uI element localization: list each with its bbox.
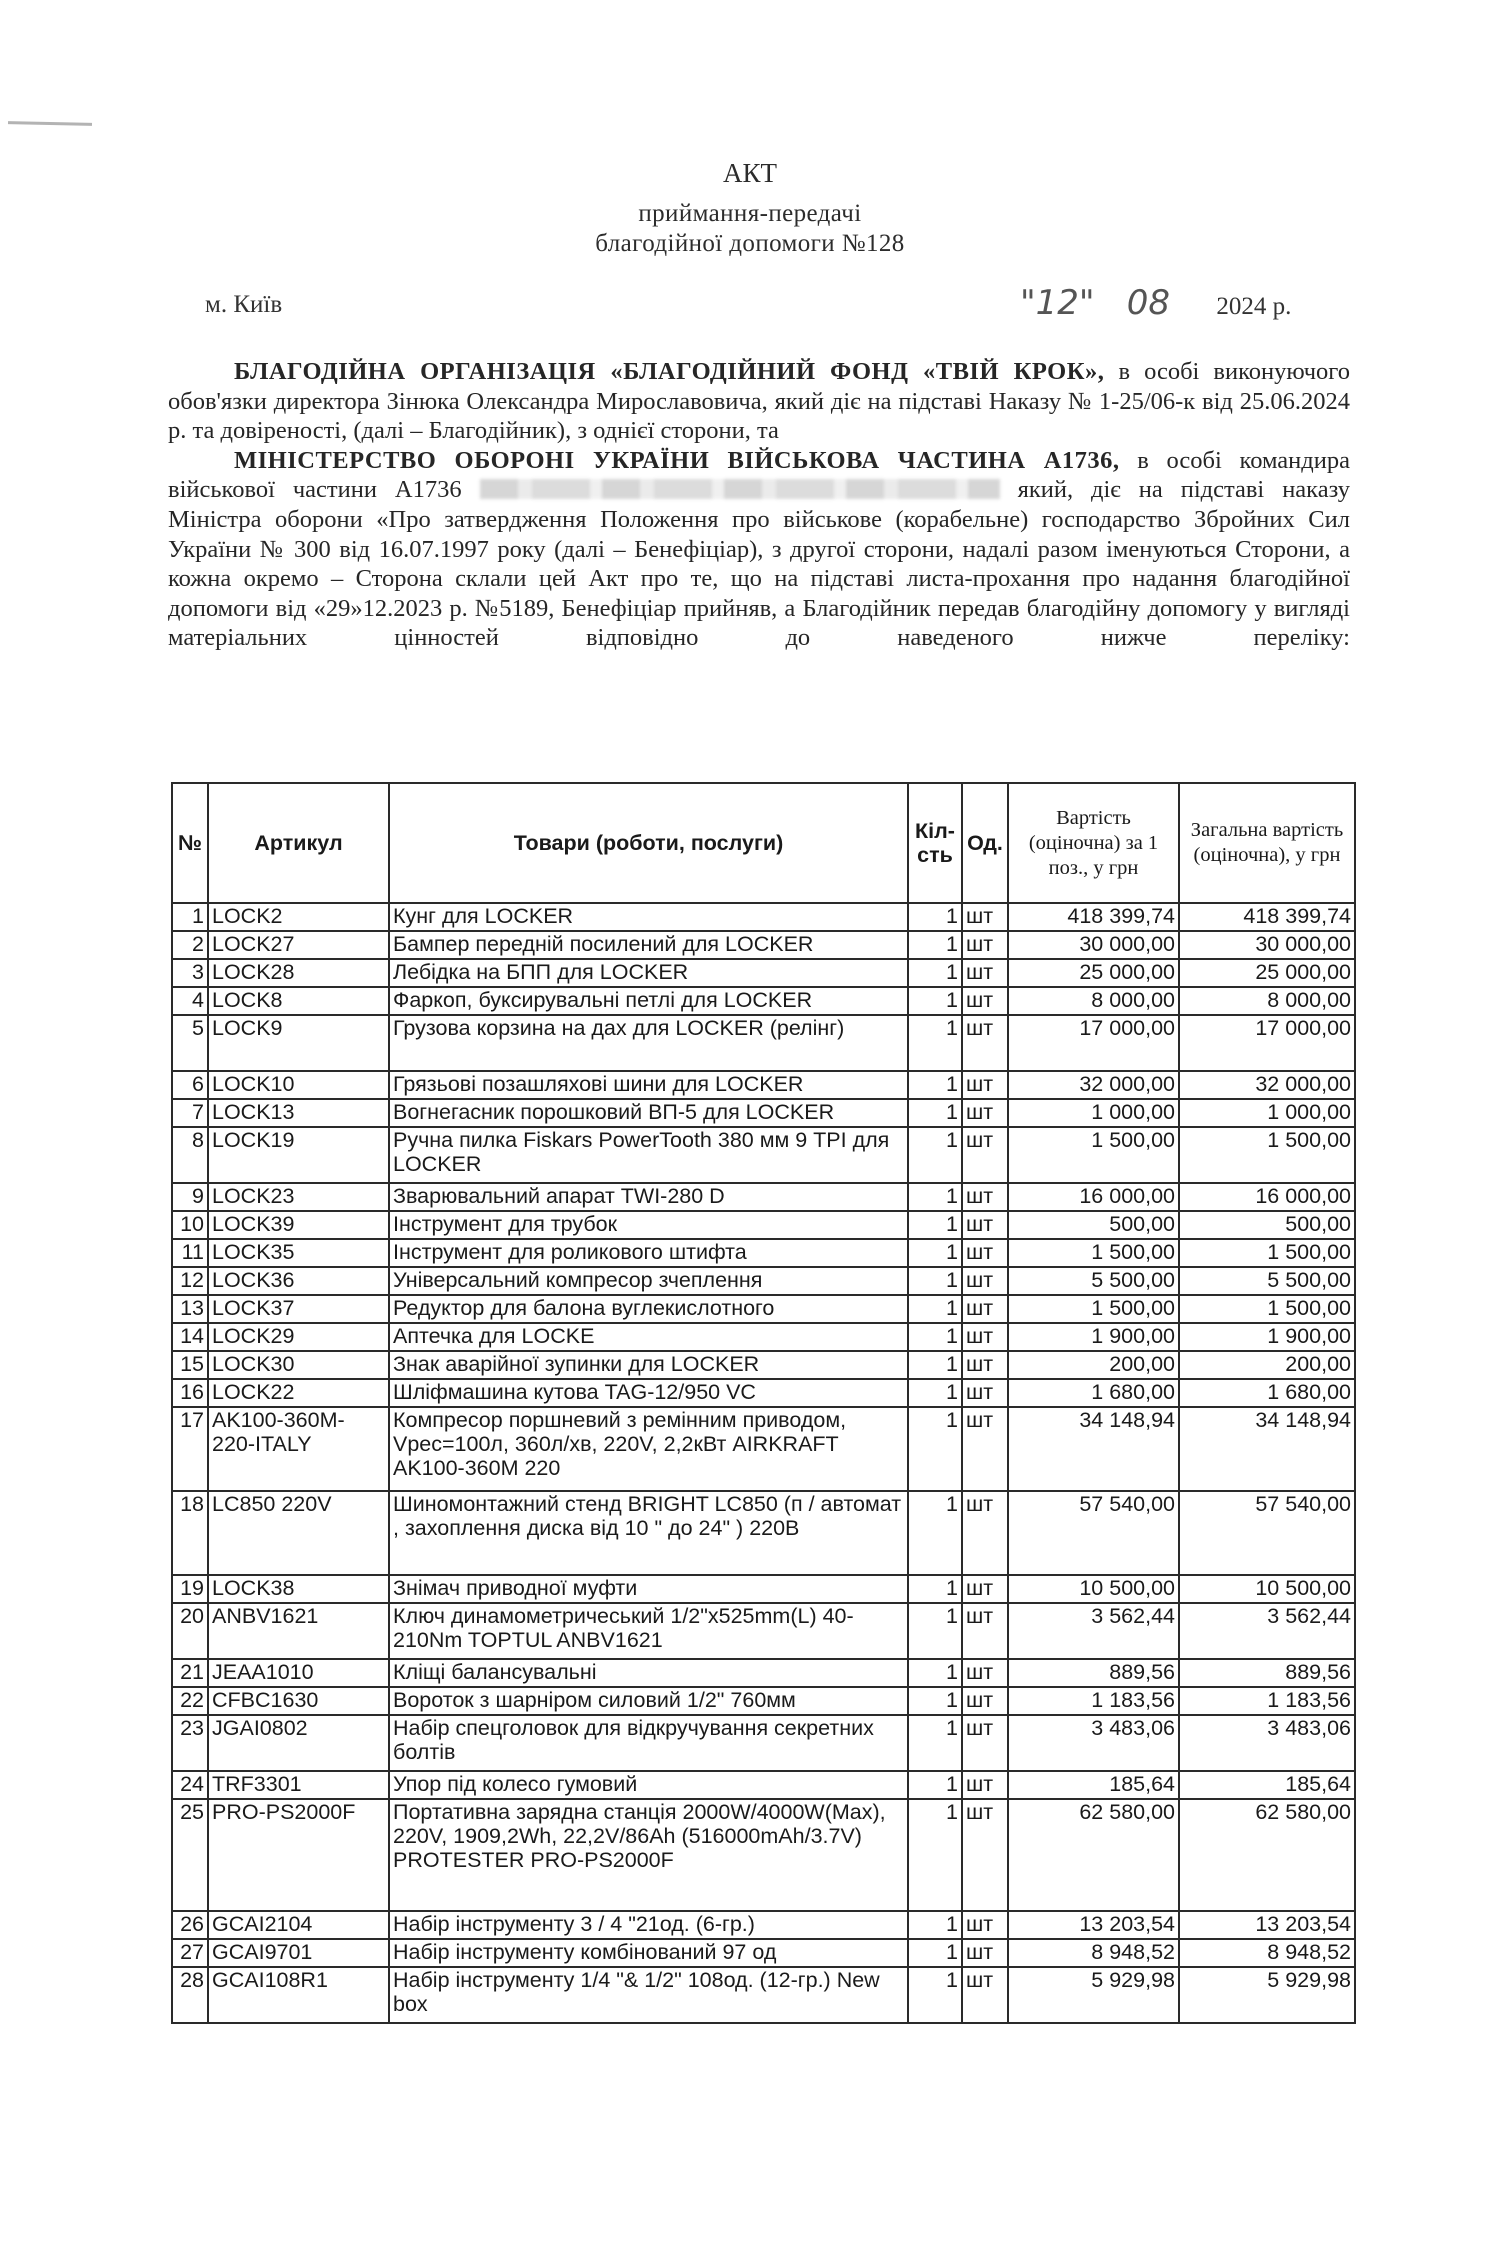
row-no: 14	[172, 1323, 208, 1351]
row-goods: Лебідка на БПП для LOCKER	[389, 959, 908, 987]
row-no: 4	[172, 987, 208, 1015]
row-unit: шт	[962, 1659, 1008, 1687]
row-goods: Набір інструменту 3 / 4 "21од. (6-гр.)	[389, 1911, 908, 1939]
row-no: 23	[172, 1715, 208, 1771]
row-unit: шт	[962, 1071, 1008, 1099]
row-unit: шт	[962, 1575, 1008, 1603]
table-row	[172, 931, 1355, 959]
row-price: 62 580,00	[1008, 1799, 1179, 1911]
table-row	[172, 1211, 1355, 1239]
row-price: 1 000,00	[1008, 1099, 1179, 1127]
row-price: 13 203,54	[1008, 1911, 1179, 1939]
row-unit: шт	[962, 1799, 1008, 1911]
row-unit: шт	[962, 1939, 1008, 1967]
row-unit: шт	[962, 1967, 1008, 2023]
row-no: 2	[172, 931, 208, 959]
row-unit: шт	[962, 1183, 1008, 1211]
row-goods: Вороток з шарніром силовий 1/2" 760мм	[389, 1687, 908, 1715]
col-price: Вартість (оціночна) за 1 поз., у грн	[1008, 783, 1179, 903]
table-row	[172, 1071, 1355, 1099]
row-qty: 1	[908, 1771, 962, 1799]
row-price: 5 500,00	[1008, 1267, 1179, 1295]
row-article: LOCK8	[208, 987, 389, 1015]
row-article: CFBC1630	[208, 1687, 389, 1715]
row-qty: 1	[908, 1687, 962, 1715]
row-qty: 1	[908, 1967, 962, 2023]
row-price: 1 680,00	[1008, 1379, 1179, 1407]
row-total: 32 000,00	[1179, 1071, 1355, 1099]
row-unit: шт	[962, 1771, 1008, 1799]
row-total: 200,00	[1179, 1351, 1355, 1379]
row-unit: шт	[962, 1267, 1008, 1295]
row-qty: 1	[908, 1267, 962, 1295]
row-price: 57 540,00	[1008, 1491, 1179, 1575]
row-total: 1 183,56	[1179, 1687, 1355, 1715]
row-price: 3 483,06	[1008, 1715, 1179, 1771]
row-total: 8 000,00	[1179, 987, 1355, 1015]
row-price: 500,00	[1008, 1211, 1179, 1239]
table-row	[172, 1603, 1355, 1659]
table-row	[172, 1295, 1355, 1323]
row-goods: Редуктор для балона вуглекислотного	[389, 1295, 908, 1323]
row-qty: 1	[908, 1099, 962, 1127]
row-unit: шт	[962, 1015, 1008, 1071]
row-no: 9	[172, 1183, 208, 1211]
document-subtitle: приймання-передачі	[638, 200, 862, 227]
row-goods: Вогнегасник порошковий ВП-5 для LOCKER	[389, 1099, 908, 1127]
row-goods: Набір інструменту 1/4 "& 1/2" 108од. (12-гр.) New box	[389, 1967, 908, 2023]
table-row	[172, 1967, 1355, 2023]
row-unit: шт	[962, 1211, 1008, 1239]
row-qty: 1	[908, 1351, 962, 1379]
row-qty: 1	[908, 931, 962, 959]
row-no: 25	[172, 1799, 208, 1911]
row-qty: 1	[908, 1183, 962, 1211]
row-goods: Шліфмашина кутова TAG-12/950 VC	[389, 1379, 908, 1407]
row-no: 12	[172, 1267, 208, 1295]
row-unit: шт	[962, 1715, 1008, 1771]
row-unit: шт	[962, 1295, 1008, 1323]
document-number: благодійної допомоги №128	[595, 230, 905, 257]
row-qty: 1	[908, 1799, 962, 1911]
row-unit: шт	[962, 1911, 1008, 1939]
row-price: 1 900,00	[1008, 1323, 1179, 1351]
row-goods: Аптечка для LOCKE	[389, 1323, 908, 1351]
row-qty: 1	[908, 1603, 962, 1659]
row-goods: Знак аварійної зупинки для LOCKER	[389, 1351, 908, 1379]
table-row	[172, 987, 1355, 1015]
row-no: 7	[172, 1099, 208, 1127]
row-goods: Ручна пилка Fiskars PowerTooth 380 мм 9 TPI для LOCKER	[389, 1127, 908, 1183]
row-article: JGAI0802	[208, 1715, 389, 1771]
row-total: 889,56	[1179, 1659, 1355, 1687]
table-row	[172, 1267, 1355, 1295]
row-article: LOCK22	[208, 1379, 389, 1407]
row-unit: шт	[962, 959, 1008, 987]
row-no: 22	[172, 1687, 208, 1715]
row-article: LOCK28	[208, 959, 389, 987]
row-total: 418 399,74	[1179, 903, 1355, 931]
row-goods: Портативна зарядна станція 2000W/4000W(Max), 220V, 1909,2Wh, 22,2V/86Ah (516000mAh/3.7V) PROTESTER PRO-PS2000F	[389, 1799, 908, 1911]
row-goods: Компресор поршневий з ремінним приводом, Vpec=100л, 360л/хв, 220V, 2,2кВт AIRKRAFT AK100-360M 220	[389, 1407, 908, 1491]
row-price: 185,64	[1008, 1771, 1179, 1799]
row-unit: шт	[962, 1491, 1008, 1575]
row-qty: 1	[908, 1239, 962, 1267]
row-goods: Ключ динамометричеський 1/2"x525mm(L) 40-210Nm TOPTUL ANBV1621	[389, 1603, 908, 1659]
row-price: 1 500,00	[1008, 1127, 1179, 1183]
row-unit: шт	[962, 903, 1008, 931]
row-unit: шт	[962, 987, 1008, 1015]
row-goods: Інструмент для роликового штифта	[389, 1239, 908, 1267]
row-total: 1 500,00	[1179, 1127, 1355, 1183]
row-unit: шт	[962, 1127, 1008, 1183]
place: м. Київ	[205, 291, 283, 318]
row-price: 16 000,00	[1008, 1183, 1179, 1211]
row-price: 32 000,00	[1008, 1071, 1179, 1099]
col-qty: Кіл-сть	[908, 783, 962, 903]
row-article: LOCK23	[208, 1183, 389, 1211]
row-goods: Фаркоп, буксирувальні петлі для LOCKER	[389, 987, 908, 1015]
row-no: 15	[172, 1351, 208, 1379]
row-article: LOCK35	[208, 1239, 389, 1267]
row-article: PRO-PS2000F	[208, 1799, 389, 1911]
row-total: 34 148,94	[1179, 1407, 1355, 1491]
row-article: LC850 220V	[208, 1491, 389, 1575]
paragraph-beneficiary	[168, 446, 1350, 653]
row-article: JEAA1010	[208, 1659, 389, 1687]
table-row	[172, 1799, 1355, 1911]
row-no: 20	[172, 1603, 208, 1659]
table-row	[172, 1715, 1355, 1771]
row-price: 25 000,00	[1008, 959, 1179, 987]
table-row	[172, 1183, 1355, 1211]
table-body	[172, 903, 1355, 2023]
row-price: 5 929,98	[1008, 1967, 1179, 2023]
row-unit: шт	[962, 1323, 1008, 1351]
table-header-row	[172, 783, 1355, 903]
row-qty: 1	[908, 959, 962, 987]
col-total: Загальна вартість (оціночна), у грн	[1179, 783, 1355, 903]
row-qty: 1	[908, 1491, 962, 1575]
row-total: 5 929,98	[1179, 1967, 1355, 2023]
act-body	[168, 357, 1350, 653]
row-article: ANBV1621	[208, 1603, 389, 1659]
row-qty: 1	[908, 1911, 962, 1939]
row-total: 30 000,00	[1179, 931, 1355, 959]
row-goods: Набір інструменту комбінований 97 од	[389, 1939, 908, 1967]
donor-text: в особі виконуючого обов'язки директора Зінюка Олександра Мирославовича, який діє на підставі Наказу № 1-25/06-к від 25.06.2024 р. та довіреності, (далі – Благодійник), з однієї сторони, та	[168, 358, 1350, 445]
row-price: 3 562,44	[1008, 1603, 1179, 1659]
row-goods: Шиномонтажний стенд BRIGHT LC850 (п / автомат , захоплення диска від 10 " до 24" ) 220В	[389, 1491, 908, 1575]
row-goods: Грузова корзина на дах для LOCKER (релінг)	[389, 1015, 908, 1071]
row-unit: шт	[962, 1351, 1008, 1379]
row-article: GCAI2104	[208, 1911, 389, 1939]
row-total: 1 500,00	[1179, 1239, 1355, 1267]
row-qty: 1	[908, 1015, 962, 1071]
row-total: 1 000,00	[1179, 1099, 1355, 1127]
row-unit: шт	[962, 1239, 1008, 1267]
row-total: 8 948,52	[1179, 1939, 1355, 1967]
row-article: GCAI9701	[208, 1939, 389, 1967]
row-article: LOCK13	[208, 1099, 389, 1127]
document-title: АКТ	[723, 158, 777, 188]
row-total: 1 900,00	[1179, 1323, 1355, 1351]
row-qty: 1	[908, 1323, 962, 1351]
row-unit: шт	[962, 1379, 1008, 1407]
row-price: 1 183,56	[1008, 1687, 1179, 1715]
date	[1020, 283, 1291, 323]
row-article: LOCK37	[208, 1295, 389, 1323]
row-goods: Універсальний компресор зчеплення	[389, 1267, 908, 1295]
table-row	[172, 1939, 1355, 1967]
row-article: AK100-360M-220-ITALY	[208, 1407, 389, 1491]
table-row	[172, 1659, 1355, 1687]
table-row	[172, 1099, 1355, 1127]
row-total: 5 500,00	[1179, 1267, 1355, 1295]
beneficiary-text-a: в особі командира військової частини А1736	[168, 446, 1350, 504]
row-article: LOCK19	[208, 1127, 389, 1183]
row-no: 5	[172, 1015, 208, 1071]
row-goods: Упор під колесо гумовий	[389, 1771, 908, 1799]
row-qty: 1	[908, 1575, 962, 1603]
row-total: 3 562,44	[1179, 1603, 1355, 1659]
table-row	[172, 1407, 1355, 1491]
row-no: 6	[172, 1071, 208, 1099]
row-no: 1	[172, 903, 208, 931]
row-no: 13	[172, 1295, 208, 1323]
row-qty: 1	[908, 903, 962, 931]
table-row	[172, 1491, 1355, 1575]
beneficiary-name: МІНІСТЕРСТВО ОБОРОНІ УКРАЇНИ ВІЙСЬКОВА ЧАСТИНА А1736,	[234, 446, 1120, 474]
beneficiary-text-b: який, діє на підставі наказу Міністра оборони «Про затвердження Положення про військове (корабельне) господарство Збройних Сил України № 300 від 16.07.1997 року (далі – Бенефіціар), з другої сторони, надалі разом іменуються Сторони, а кожна окремо – Сторона склали цей Акт про те, що на підставі листа-прохання про надання благодійної допомоги від «29»12.2023 р. №5189, Бенефіціар прийняв, а Благодійник передав благодійну допомогу у вигляді матеріальних цінностей відповідно до наведеного нижче переліку:	[168, 476, 1351, 652]
date-year: 2024 р.	[1216, 293, 1292, 320]
row-no: 21	[172, 1659, 208, 1687]
table-row	[172, 1575, 1355, 1603]
row-article: LOCK39	[208, 1211, 389, 1239]
row-no: 8	[172, 1127, 208, 1183]
row-qty: 1	[908, 1407, 962, 1491]
row-goods: Інструмент для трубок	[389, 1211, 908, 1239]
row-no: 3	[172, 959, 208, 987]
row-unit: шт	[962, 1099, 1008, 1127]
row-article: LOCK29	[208, 1323, 389, 1351]
row-price: 889,56	[1008, 1659, 1179, 1687]
redacted-name	[480, 479, 1000, 499]
col-goods: Товари (роботи, послуги)	[389, 783, 908, 903]
row-price: 30 000,00	[1008, 931, 1179, 959]
row-total: 1 500,00	[1179, 1295, 1355, 1323]
row-unit: шт	[962, 1687, 1008, 1715]
table-row	[172, 1379, 1355, 1407]
row-qty: 1	[908, 1211, 962, 1239]
row-price: 10 500,00	[1008, 1575, 1179, 1603]
row-article: LOCK10	[208, 1071, 389, 1099]
row-goods: Зварювальний апарат TWI-280 D	[389, 1183, 908, 1211]
table-row	[172, 1015, 1355, 1071]
table-row	[172, 1771, 1355, 1799]
row-qty: 1	[908, 1715, 962, 1771]
row-unit: шт	[962, 1407, 1008, 1491]
row-no: 11	[172, 1239, 208, 1267]
row-total: 10 500,00	[1179, 1575, 1355, 1603]
table-row	[172, 1351, 1355, 1379]
row-goods: Знімач приводної муфти	[389, 1575, 908, 1603]
row-total: 25 000,00	[1179, 959, 1355, 987]
col-no: №	[172, 783, 208, 903]
row-qty: 1	[908, 1295, 962, 1323]
row-article: LOCK30	[208, 1351, 389, 1379]
table-row	[172, 1239, 1355, 1267]
date-day: "12"	[1020, 283, 1095, 323]
date-month: 08	[1126, 283, 1171, 323]
row-total: 3 483,06	[1179, 1715, 1355, 1771]
row-no: 17	[172, 1407, 208, 1491]
row-no: 28	[172, 1967, 208, 2023]
row-no: 26	[172, 1911, 208, 1939]
row-goods: Кунг для LOCKER	[389, 903, 908, 931]
row-no: 16	[172, 1379, 208, 1407]
row-article: LOCK2	[208, 903, 389, 931]
row-qty: 1	[908, 1939, 962, 1967]
row-article: LOCK27	[208, 931, 389, 959]
row-goods: Грязьові позашляхові шини для LOCKER	[389, 1071, 908, 1099]
row-goods: Бампер передній посилений для LOCKER	[389, 931, 908, 959]
col-article: Артикул	[208, 783, 389, 903]
row-price: 8 948,52	[1008, 1939, 1179, 1967]
row-article: LOCK36	[208, 1267, 389, 1295]
table-row	[172, 959, 1355, 987]
row-total: 500,00	[1179, 1211, 1355, 1239]
row-price: 418 399,74	[1008, 903, 1179, 931]
row-no: 19	[172, 1575, 208, 1603]
row-price: 200,00	[1008, 1351, 1179, 1379]
row-no: 10	[172, 1211, 208, 1239]
row-goods: Набір спецголовок для відкручування секретних болтів	[389, 1715, 908, 1771]
row-article: GCAI108R1	[208, 1967, 389, 2023]
row-no: 27	[172, 1939, 208, 1967]
row-qty: 1	[908, 1071, 962, 1099]
row-total: 1 680,00	[1179, 1379, 1355, 1407]
row-price: 8 000,00	[1008, 987, 1179, 1015]
row-price: 1 500,00	[1008, 1295, 1179, 1323]
row-article: TRF3301	[208, 1771, 389, 1799]
row-no: 18	[172, 1491, 208, 1575]
table-row	[172, 1127, 1355, 1183]
row-goods: Кліщі балансувальні	[389, 1659, 908, 1687]
row-price: 17 000,00	[1008, 1015, 1179, 1071]
paragraph-donor	[168, 357, 1350, 446]
row-qty: 1	[908, 1127, 962, 1183]
row-article: LOCK38	[208, 1575, 389, 1603]
row-total: 57 540,00	[1179, 1491, 1355, 1575]
row-total: 13 203,54	[1179, 1911, 1355, 1939]
col-unit: Од.	[962, 783, 1008, 903]
row-total: 62 580,00	[1179, 1799, 1355, 1911]
row-price: 1 500,00	[1008, 1239, 1179, 1267]
table-row	[172, 1323, 1355, 1351]
donor-name: БЛАГОДІЙНА ОРГАНІЗАЦІЯ «БЛАГОДІЙНИЙ ФОНД «ТВІЙ КРОК»,	[234, 358, 1105, 385]
table-row	[172, 1687, 1355, 1715]
table-row	[172, 1911, 1355, 1939]
scan-mark	[8, 121, 92, 126]
row-total: 185,64	[1179, 1771, 1355, 1799]
row-unit: шт	[962, 931, 1008, 959]
row-unit: шт	[962, 1603, 1008, 1659]
table-row	[172, 903, 1355, 931]
row-total: 16 000,00	[1179, 1183, 1355, 1211]
row-qty: 1	[908, 987, 962, 1015]
row-no: 24	[172, 1771, 208, 1799]
goods-table	[171, 782, 1356, 2024]
row-article: LOCK9	[208, 1015, 389, 1071]
row-qty: 1	[908, 1379, 962, 1407]
row-total: 17 000,00	[1179, 1015, 1355, 1071]
row-qty: 1	[908, 1659, 962, 1687]
row-price: 34 148,94	[1008, 1407, 1179, 1491]
